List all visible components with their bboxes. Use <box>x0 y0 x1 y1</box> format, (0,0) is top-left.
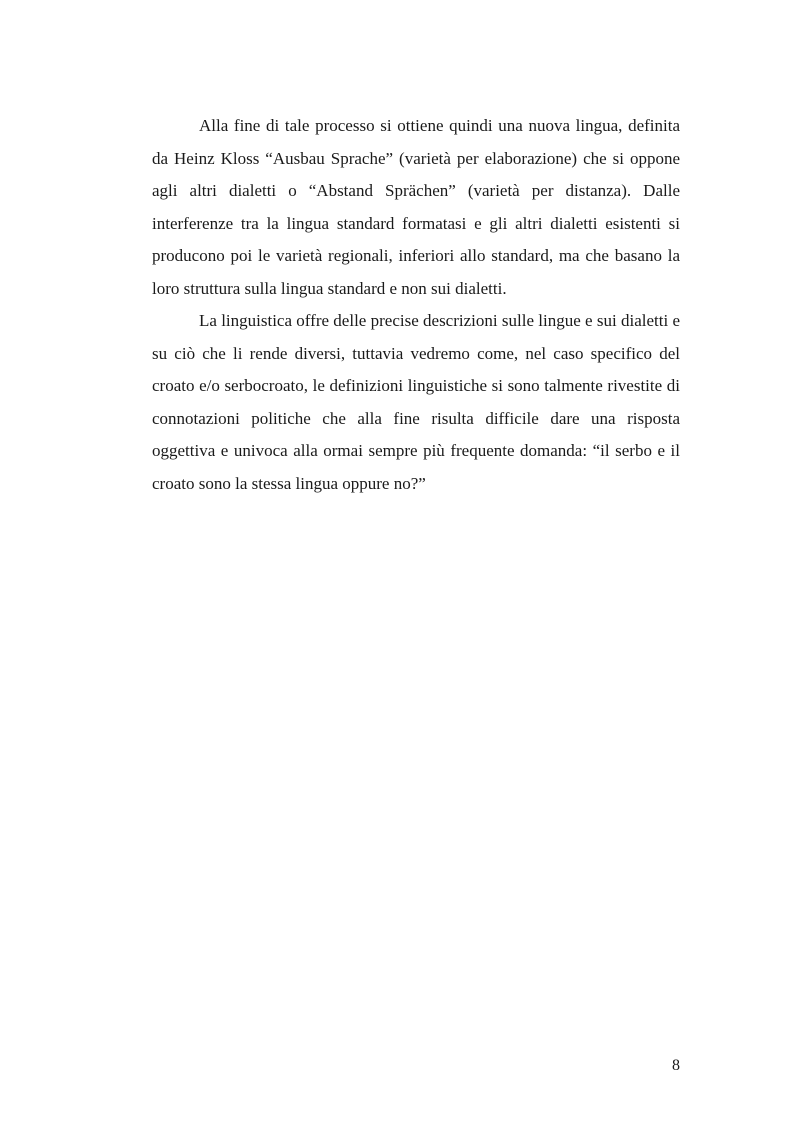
paragraph: Alla fine di tale processo si ottiene quindi una nuova lingua, definita da Heinz Kloss “Ausbau Sprache” (varietà per elaborazione) che si oppone agli altri dialetti o “Abstand Sprächen” (varietà per distanza). Dalle interferenze tra la lingua standard formatasi e gli altri dialetti esistenti si producono poi le varietà regionali, inferiori allo standard, ma che basano la loro struttura sulla lingua standard e non sui dialetti. <box>152 116 680 298</box>
page-body <box>152 110 680 500</box>
page-number: 8 <box>672 1057 680 1074</box>
paragraph: La linguistica offre delle precise descrizioni sulle lingue e sui dialetti e su ciò che li rende diversi, tuttavia vedremo come, nel caso specifico del croato e/o serbocroato, le definizioni linguistiche si sono talmente rivestite di connotazioni politiche che alla fine risulta difficile dare una risposta oggettiva e univoca alla ormai sempre più frequente domanda: “il serbo e il croato sono la stessa lingua oppure no?” <box>152 311 680 493</box>
